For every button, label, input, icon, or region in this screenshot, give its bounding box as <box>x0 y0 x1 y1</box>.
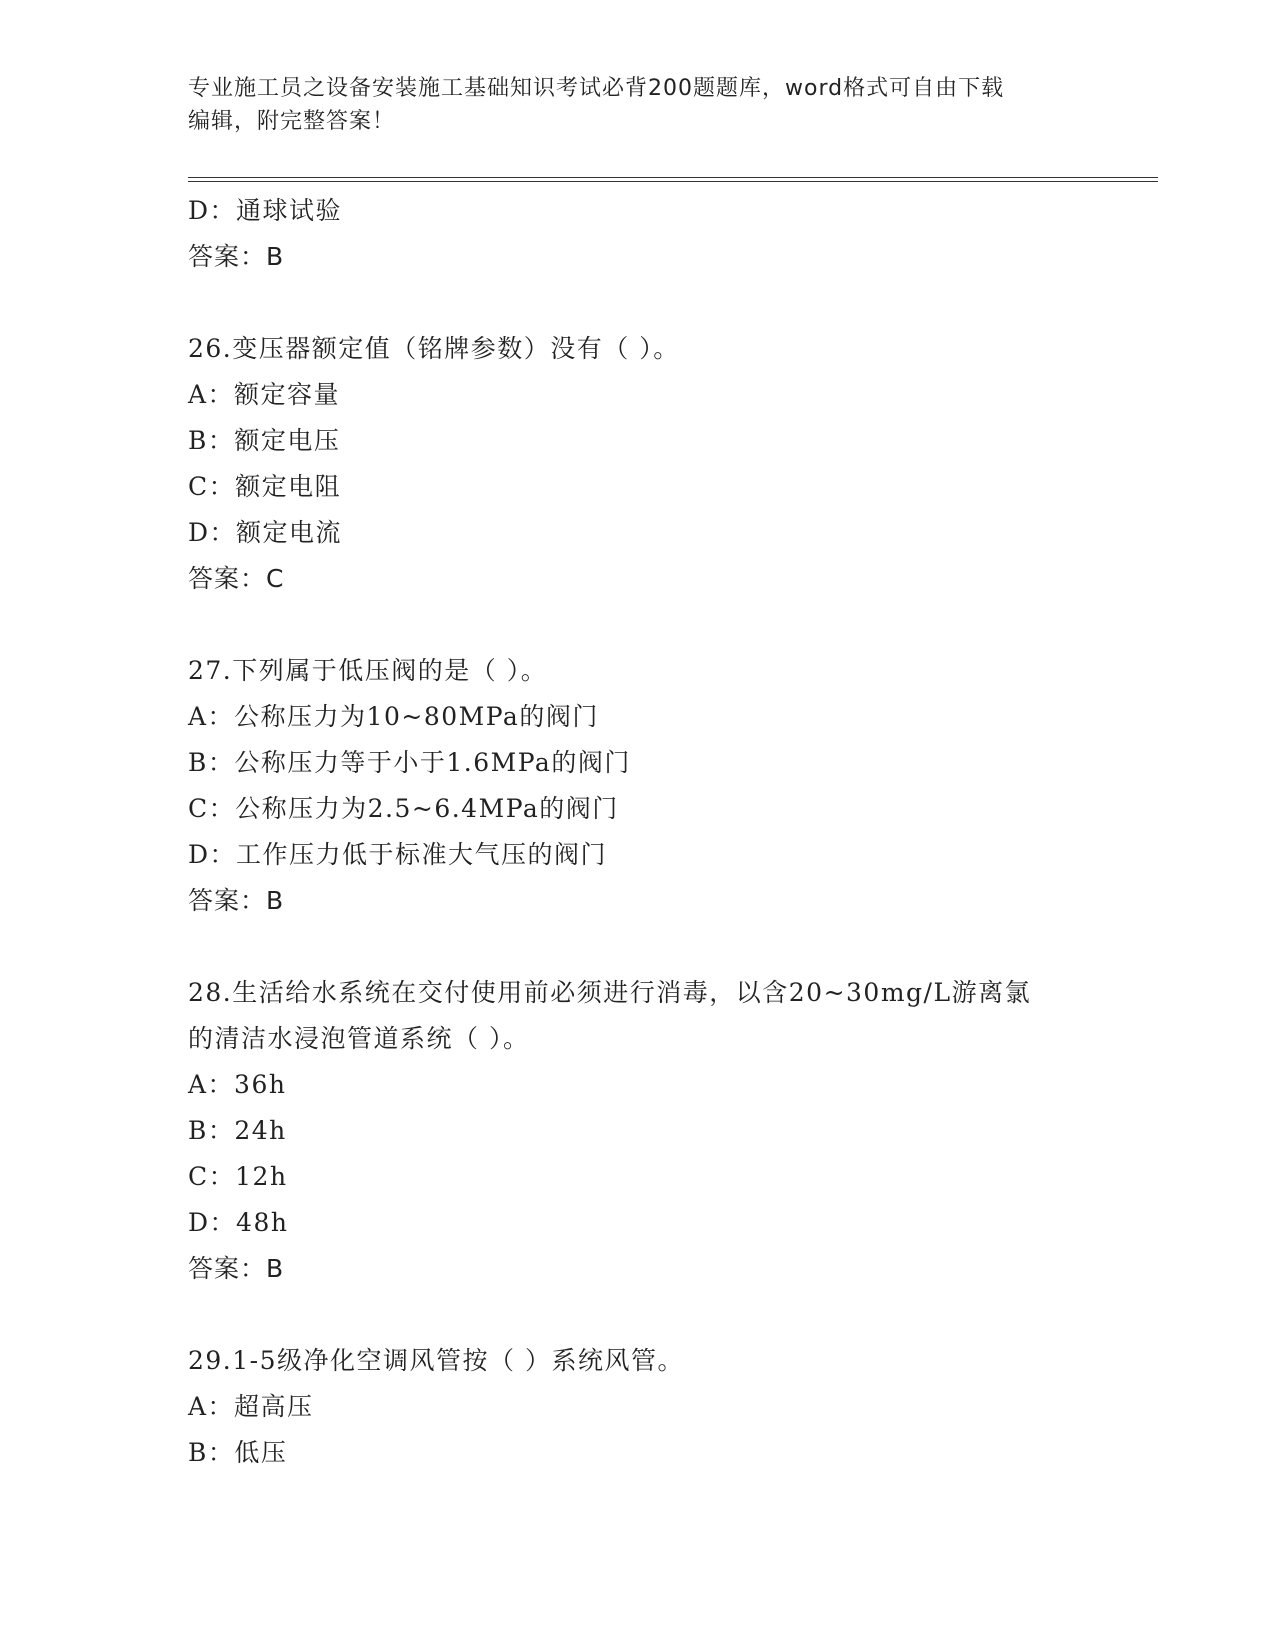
spacer <box>188 280 1088 326</box>
header-line-1: 专业施工员之设备安装施工基础知识考试必背200题题库，word格式可自由下载 <box>188 76 1005 101</box>
question-26-option-d: D：额定电流 <box>188 518 343 547</box>
question-27-stem: 27.下列属于低压阀的是（ ）。 <box>188 656 548 685</box>
question-26-option-a: A：额定容量 <box>188 380 341 409</box>
question-28-option-d: D：48h <box>188 1208 289 1237</box>
answer-line: 答案：B <box>188 242 285 271</box>
question-28-option-c: C：12h <box>188 1162 288 1191</box>
question-27-answer: 答案：B <box>188 886 285 915</box>
question-26-option-c: C：额定电阻 <box>188 472 342 501</box>
question-28-stem-line-2: 的清洁水浸泡管道系统（ ）。 <box>188 1024 530 1053</box>
question-27-option-a: A：公称压力为10~80MPa的阀门 <box>188 702 599 731</box>
header-line-2: 编辑，附完整答案！ <box>188 109 396 134</box>
spacer <box>188 1292 1088 1338</box>
question-29-option-a: A：超高压 <box>188 1392 314 1421</box>
spacer <box>188 924 1088 970</box>
option-d: D：通球试验 <box>188 196 343 225</box>
question-27-option-b: B：公称压力等于小于1.6MPa的阀门 <box>188 748 631 777</box>
question-28-answer: 答案：B <box>188 1254 285 1283</box>
question-27-option-c: C：公称压力为2.5~6.4MPa的阀门 <box>188 794 619 823</box>
question-26-stem: 26.变压器额定值（铭牌参数）没有（ ）。 <box>188 334 680 363</box>
question-content <box>188 188 1088 1476</box>
question-26-option-b: B：额定电压 <box>188 426 341 455</box>
question-26-answer: 答案：C <box>188 564 285 593</box>
question-28-stem-line-1: 28.生活给水系统在交付使用前必须进行消毒，以含20~30mg/L游离氯 <box>188 978 1032 1007</box>
question-28-option-a: A：36h <box>188 1070 287 1099</box>
page-header <box>188 72 1088 138</box>
spacer <box>188 602 1088 648</box>
question-27-option-d: D：工作压力低于标准大气压的阀门 <box>188 840 608 869</box>
header-divider <box>188 177 1158 182</box>
question-29-stem: 29.1-5级净化空调风管按（ ）系统风管。 <box>188 1346 684 1375</box>
question-28-option-b: B：24h <box>188 1116 287 1145</box>
question-29-option-b: B：低压 <box>188 1438 288 1467</box>
